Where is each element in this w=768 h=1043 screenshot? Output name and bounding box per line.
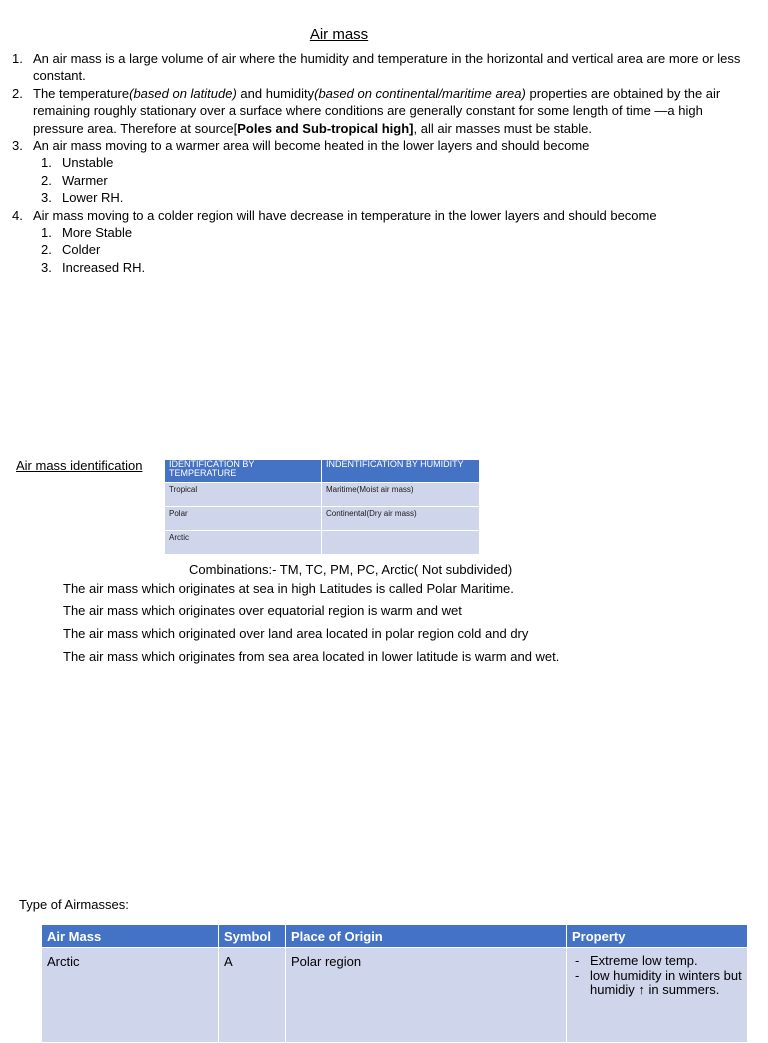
- types-header-row: [42, 925, 748, 948]
- list-number: 3.: [12, 138, 23, 154]
- sub-list-item: [0, 172, 750, 189]
- air-mass-points: [0, 50, 750, 276]
- types-label: Type of Airmasses:: [19, 897, 129, 912]
- list-text: An air mass is a large volume of air where the humidity and temperature in the horizontal and vertical area are more or less constant.: [33, 51, 741, 84]
- table-cell: Continental(Dry air mass): [322, 507, 480, 531]
- page-title: Air mass: [309, 26, 369, 43]
- header-symbol: Symbol: [219, 925, 286, 948]
- property-item: - Extreme low temp.: [572, 954, 742, 969]
- sub-list-number: 1.: [41, 225, 52, 241]
- list-text: The temperature: [33, 85, 130, 101]
- list-item: [0, 137, 750, 154]
- list-text: Air mass moving to a colder region will have decrease in temperature in the lower layers and should become: [33, 207, 657, 223]
- header-air-mass: Air Mass: [42, 925, 219, 948]
- sub-list-number: 1.: [41, 155, 52, 171]
- sub-list-text: Warmer: [62, 172, 108, 188]
- paragraph: The air mass which originates over equatorial region is warm and wet: [63, 603, 462, 618]
- list-number: 1.: [12, 51, 23, 66]
- table-row: [165, 531, 480, 555]
- header-property: Property: [567, 925, 748, 948]
- identification-header-temperature: IDENTIFICATION BY TEMPERATURE: [165, 460, 322, 483]
- sub-list-item: [0, 189, 750, 206]
- identification-header-humidity: INDENTIFICATION BY HUMIDITY: [322, 460, 480, 483]
- property-list: [572, 954, 742, 998]
- table-cell: Polar: [165, 507, 322, 531]
- sub-list-text: More Stable: [62, 225, 133, 241]
- list-item: [0, 85, 750, 137]
- sub-list-number: 2.: [41, 172, 52, 188]
- property-item: - low humidity in winters but humidiy ↑ in summers.: [572, 969, 742, 998]
- list-item: [0, 50, 750, 85]
- sub-list-item: [0, 224, 750, 241]
- list-text: properties are obtained by the air remaining roughly stationary over a surface where conditions are generally constant for some length of time —a high pressure area. Therefore at source[: [33, 85, 721, 136]
- paragraph: The air mass which originated over land area located in polar region cold and dry: [63, 626, 529, 641]
- airmass-types-table: [41, 924, 748, 1043]
- list-text: An air mass moving to a warmer area will become heated in the lower layers and should become: [33, 138, 590, 154]
- table-row: [42, 948, 748, 1043]
- sub-list-number: 3.: [41, 190, 52, 206]
- sub-list-number: 2.: [41, 242, 52, 258]
- list-text: (based on latitude): [129, 85, 237, 101]
- identification-header-row: [165, 460, 480, 483]
- list-number: 4.: [12, 207, 23, 223]
- list-number: 2.: [12, 85, 23, 101]
- sub-list-number: 3.: [41, 259, 52, 275]
- list-text: (based on continental/maritime area): [314, 85, 526, 101]
- table-row: [165, 483, 480, 507]
- list-text: Poles and Sub-tropical high]: [237, 120, 414, 136]
- sub-list-text: Lower RH.: [62, 190, 124, 206]
- list-text: and humidity: [236, 85, 315, 101]
- table-row: [165, 507, 480, 531]
- cell-place-of-origin: Polar region: [286, 948, 567, 1043]
- list-item: [0, 207, 750, 224]
- sub-list-item: [0, 259, 750, 276]
- identification-label: Air mass identification: [16, 458, 143, 473]
- combinations-text: Combinations:- TM, TC, PM, PC, Arctic( Not subdivided): [189, 562, 513, 577]
- paragraph: The air mass which originates from sea area located in lower latitude is warm and wet.: [63, 649, 560, 664]
- table-cell: Arctic: [165, 531, 322, 555]
- sub-list-item: [0, 154, 750, 171]
- sub-list-text: Increased RH.: [62, 259, 146, 275]
- sub-list-text: Colder: [62, 242, 101, 258]
- list-text: , all air masses must be stable.: [413, 120, 592, 136]
- table-cell: Tropical: [165, 483, 322, 507]
- header-place-of-origin: Place of Origin: [286, 925, 567, 948]
- sub-list-item: [0, 241, 750, 258]
- cell-air-mass: Arctic: [42, 948, 219, 1043]
- paragraph: The air mass which originates at sea in high Latitudes is called Polar Maritime.: [63, 581, 514, 596]
- table-cell: Maritime(Moist air mass): [322, 483, 480, 507]
- identification-table: [164, 459, 480, 555]
- cell-symbol: A: [219, 948, 286, 1043]
- cell-property: [567, 948, 748, 1043]
- sub-list-text: Unstable: [62, 155, 114, 171]
- table-cell: [322, 531, 480, 555]
